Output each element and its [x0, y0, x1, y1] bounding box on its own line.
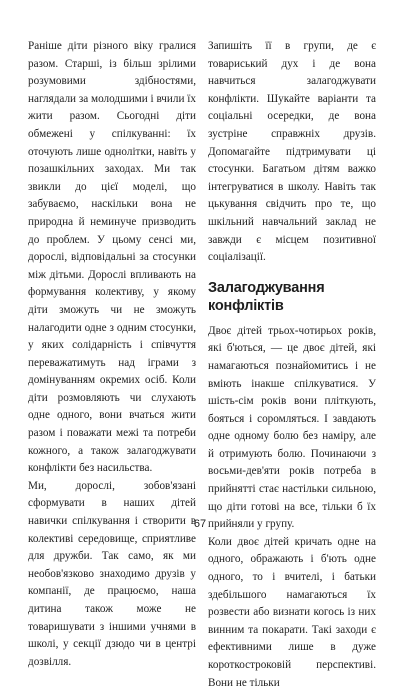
body-paragraph: Раніше діти різного віку гралися разом. Старші, із більш зрілими розумовими здібностями, наглядали за молодшими і вчили їх жити разом. Сьогодні діти обмежені у спілкуванні: їх оточують лише однолітки, навіть у позашкільних заходах. Ми так звикли до цієї моделі, що забуваємо, наскільки вона не природна й неминуче призводить до проблем. У цьому сенсі ми, дорослі, відповідальні за стосунки між дітьми. Дорослі впливають на формування колективу, у якому діти зможуть чи не зможуть налагодити одне з одним стосунки, у яких солідарність і співчуття переважатимуть над іграми з домінуванням окремих осіб. Коли діти розмовляють чи слухають одне одного, вони вчаться жити разом і поважати межі та потреби кожного, а також залагоджувати конфлікти без насильства. [28, 40, 196, 475]
body-paragraph: Ми, дорослі, зобов'язані сформувати в наших дітей навички спілкування і створити в колективі середовище, сприятливе для дружби. Так само, як ми необов'язково знаходимо друзів у компанії, де працюємо, наша дитина також може не товаришувати з іншими учнями в школі, у секції дзюдо чи в центрі дозвілля. [28, 479, 196, 668]
right-text-column [208, 38, 376, 692]
section-heading: Залагоджування конфліктів [208, 279, 325, 314]
page-number: 67 [193, 518, 207, 530]
body-paragraph: Коли двоє дітей кричать одне на одного, ображають і б'ють одне одного, то і вчителі, і батьки здебільшого намагаються їх розвести або визнати когось із них винним та покарати. Такі заходи є ефективними лише в дуже короткостроковій перспективі. Вони не тільки [208, 535, 376, 689]
body-paragraph: Двоє дітей трьох-чотирьох років, які б'ються, — це двоє дітей, які намагаються познайомитись і не вміють інакше спілкуватися. У шість-сім років вони пліткують, бояться і соромляться. І завдають одне одному болю без наміру, але й отримують болю. Починаючи з восьми-дев'яти років потреба в прийнятті стає настільки сильною, що діти готові на все, тільки б їх прийняли у групу. [208, 324, 376, 531]
body-paragraph: Запишіть її в групи, де є товариський дух і де вона навчиться залагоджувати конфлікти. Шукайте варіанти та соціальні осередки, де вона зустріне справжніх друзів. Допомагайте підтримувати ці стосунки. Багатьом дітям важко інтегруватися в школу. Навіть так цькування свідчить про те, що шкільний навчальний заклад не завжди є місцем позитивної соціалізації. [208, 40, 376, 264]
left-text-column [28, 38, 196, 671]
